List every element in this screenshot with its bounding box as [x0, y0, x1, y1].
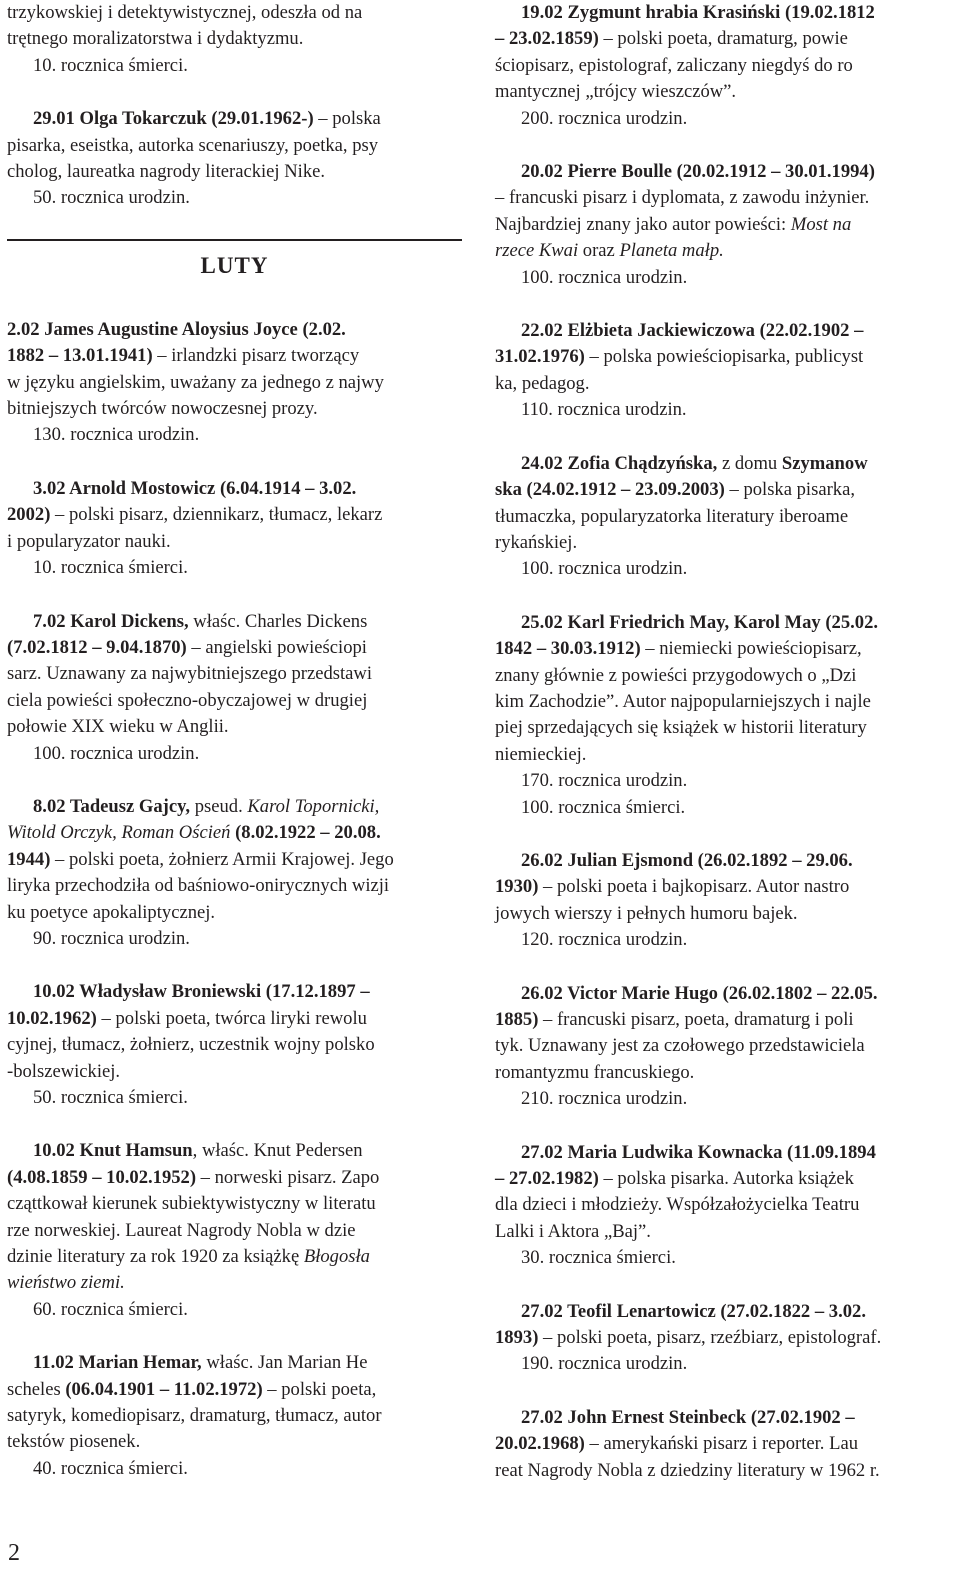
- entry-line: [495, 901, 950, 927]
- entry-line: [7, 873, 462, 899]
- entry-text: – irlandzki pisarz tworzący: [152, 345, 360, 367]
- entry-line: [7, 53, 462, 79]
- entry-line: [495, 742, 950, 768]
- entry-line: [7, 979, 462, 1005]
- entry-text: 60. rocznica śmierci.: [33, 1298, 188, 1320]
- entry-bold-text: 10.02 Knut Hamsun: [33, 1140, 193, 1162]
- anniversary-entry: [7, 979, 462, 1111]
- entry-line: [7, 661, 462, 687]
- entry-bold-text: 29.01 Olga Tokarczuk (29.01.1962-): [33, 108, 314, 130]
- entry-bold-text: 11.02 Marian Hemar,: [33, 1352, 202, 1374]
- entry-bold-text: 20.02 Pierre Boulle (20.02.1912 – 30.01.1994): [521, 161, 875, 183]
- entry-text: 170. rocznica urodzin.: [521, 770, 688, 792]
- entry-bold-text: 27.02 John Ernest Steinbeck (27.02.1902 –: [521, 1406, 855, 1428]
- entry-text: scheles: [7, 1378, 66, 1400]
- entry-line: [7, 1429, 462, 1455]
- entry-line: [495, 530, 950, 556]
- entry-line: [7, 1085, 462, 1111]
- entry-text: niemieckiej.: [495, 743, 587, 765]
- entry-text: cząttkował kierunek subiektywistyczny w literatu: [7, 1193, 376, 1215]
- entry-bold-text: 8.02 Tadeusz Gajcy,: [33, 795, 191, 817]
- entry-line: [7, 26, 462, 52]
- entry-text: – polski poeta, dramaturg, powie: [598, 28, 848, 50]
- entry-text: – amerykański pisarz i reporter. Lau: [584, 1433, 858, 1455]
- entry-bold-text: 22.02 Elżbieta Jackiewiczowa (22.02.1902 –: [521, 320, 864, 342]
- entry-text: sarz. Uznawany za najwybitniejszego przedstawi: [7, 663, 373, 685]
- entry-text: – polski poeta, pisarz, rzeźbiarz, epistolograf.: [538, 1327, 882, 1349]
- entry-line: [7, 1006, 462, 1032]
- entry-text: 90. rocznica urodzin.: [33, 927, 190, 949]
- entry-bold-text: 10.02 Władysław Broniewski (17.12.1897 –: [33, 981, 370, 1003]
- anniversary-entry: [495, 0, 950, 132]
- entry-line: [495, 795, 950, 821]
- entry-text: – francuski pisarz i dyplomata, z zawodu inżynier.: [495, 187, 870, 209]
- entry-text: 40. rocznica śmierci.: [33, 1457, 188, 1479]
- entry-line: [495, 477, 950, 503]
- entry-line: [7, 1032, 462, 1058]
- entry-line: [495, 1192, 950, 1218]
- entry-text: 10. rocznica śmierci.: [33, 557, 188, 579]
- entry-line: [7, 476, 462, 502]
- entry-text: oraz: [578, 240, 620, 262]
- entry-bold-text: 7.02 Karol Dickens,: [33, 610, 189, 632]
- section-title: LUTY: [200, 252, 269, 278]
- entry-text: 210. rocznica urodzin.: [521, 1088, 688, 1110]
- entry-text: reat Nagrody Nobla z dziedziny literatury w 1962 r.: [495, 1459, 880, 1481]
- entry-line: [7, 688, 462, 714]
- anniversary-entry: [495, 1299, 950, 1378]
- entry-line: [7, 741, 462, 767]
- entry-bold-text: 24.02 Zofia Chądzyńska,: [521, 452, 718, 474]
- entry-bold-text: (7.02.1812 – 9.04.1870): [7, 636, 187, 658]
- entry-bold-text: 1882 – 13.01.1941): [7, 345, 153, 367]
- entry-line: [7, 396, 462, 422]
- entry-line: [495, 874, 950, 900]
- entry-line: [495, 1007, 950, 1033]
- entry-line: [495, 768, 950, 794]
- entry-line: [495, 185, 950, 211]
- entry-line: [495, 981, 950, 1007]
- section-divider: [7, 239, 462, 241]
- entry-italic-text: Karol Topornicki,: [247, 795, 380, 817]
- entry-line: [7, 1244, 462, 1270]
- entry-line: [7, 635, 462, 661]
- entry-line: [495, 371, 950, 397]
- anniversary-entry: [495, 981, 950, 1113]
- entry-line: [495, 715, 950, 741]
- entry-bold-text: 3.02 Arnold Mostowicz (6.04.1914 – 3.02.: [33, 477, 357, 499]
- entry-line: [495, 556, 950, 582]
- entry-italic-text: Planeta małp.: [619, 240, 724, 262]
- anniversary-entry: [7, 609, 462, 767]
- entry-text: trzykowskiej i detektywistycznej, odeszła od na: [7, 2, 363, 23]
- entry-line: [7, 185, 462, 211]
- entry-bold-text: 20.02.1968): [495, 1433, 585, 1455]
- entry-bold-text: 31.02.1976): [495, 346, 585, 368]
- entry-text: 50. rocznica urodzin.: [33, 187, 190, 209]
- entry-text: 110. rocznica urodzin.: [521, 399, 687, 421]
- entry-text: – niemiecki powieściopisarz,: [640, 638, 862, 660]
- entry-line: [495, 1299, 950, 1325]
- entry-line: [7, 1165, 462, 1191]
- entry-text: i popularyzator nauki.: [7, 530, 171, 552]
- entry-text: – polski poeta, twórca liryki rewolu: [96, 1007, 367, 1029]
- entry-text: kim Zachodzie”. Autor najpopularniejszych i najle: [495, 690, 871, 712]
- entry-text: właśc. Jan Marian He: [201, 1352, 368, 1374]
- entry-bold-text: (4.08.1859 – 10.02.1952): [7, 1166, 197, 1188]
- entry-text: pseud.: [190, 795, 248, 817]
- anniversary-entry: [7, 794, 462, 952]
- entry-line: [495, 1431, 950, 1457]
- entry-bold-text: 1842 – 30.03.1912): [495, 638, 641, 660]
- entry-bold-text: 1885): [495, 1009, 539, 1030]
- entry-text: 120. rocznica urodzin.: [521, 929, 688, 951]
- right-column: [495, 0, 950, 1511]
- anniversary-entry: [495, 451, 950, 583]
- entry-text: cholog, laureatka nagrody literackiej Nike.: [7, 161, 326, 183]
- entry-line: [495, 79, 950, 105]
- anniversary-entry: [7, 317, 462, 449]
- entry-line: [7, 926, 462, 952]
- entry-text: 200. rocznica urodzin.: [521, 107, 688, 129]
- entry-line: [495, 1219, 950, 1245]
- entry-line: [7, 1377, 462, 1403]
- entry-line: [495, 344, 950, 370]
- left-entries: [7, 317, 462, 1482]
- anniversary-entry: [7, 476, 462, 582]
- entry-line: [495, 451, 950, 477]
- entry-line: [495, 106, 950, 132]
- anniversary-entry: [495, 848, 950, 954]
- entry-line: [7, 370, 462, 396]
- entry-text: mantycznej „trójcy wieszczów”.: [495, 81, 737, 103]
- entry-line: [495, 265, 950, 291]
- anniversary-entry: [7, 106, 462, 212]
- entry-text: ściopisarz, epistolograf, zaliczany niegdyś do ro: [495, 54, 853, 76]
- anniversary-entry: [7, 1138, 462, 1323]
- entry-bold-text: 19.02 Zygmunt hrabia Krasiński (19.02.1812: [521, 2, 875, 23]
- entry-text: z domu: [717, 452, 782, 474]
- entry-line: [495, 504, 950, 530]
- entry-text: – angielski powieściopi: [186, 636, 367, 658]
- entry-line: [7, 343, 462, 369]
- entry-italic-text: Most na: [790, 213, 852, 235]
- entry-text: ka, pedagog.: [495, 372, 590, 394]
- entry-text: tekstów piosenek.: [7, 1431, 141, 1453]
- entry-line: [495, 663, 950, 689]
- entry-line: [495, 1458, 950, 1484]
- entry-bold-text: 1944): [7, 848, 51, 870]
- entry-text: – polska pisarka. Autorka książek: [598, 1168, 854, 1190]
- entry-line: [7, 900, 462, 926]
- entry-line: [7, 106, 462, 132]
- entry-text: piej sprzedających się książek w historii literatury: [495, 717, 867, 739]
- entry-line: [495, 159, 950, 185]
- entry-line: [495, 689, 950, 715]
- entry-italic-text: rzece Kwai: [495, 240, 579, 262]
- entry-text: liryka przechodziła od baśniowo-onirycznych wizji: [7, 875, 390, 897]
- entry-line: [7, 1138, 462, 1164]
- entry-text: połowie XIX wieku w Anglii.: [7, 716, 229, 738]
- entry-line: [495, 1245, 950, 1271]
- entry-text: – polski poeta i bajkopisarz. Autor nastro: [538, 876, 850, 898]
- entry-line: [495, 397, 950, 423]
- entry-line: [495, 238, 950, 264]
- entry-line: [7, 159, 462, 185]
- entry-line: [495, 53, 950, 79]
- entry-bold-text: – 23.02.1859): [495, 28, 599, 50]
- entry-line: [7, 1270, 462, 1296]
- anniversary-entry: [495, 1405, 950, 1484]
- entry-text: jowych wierszy i pełnych humoru bajek.: [495, 902, 798, 924]
- entry-bold-text: 1930): [495, 876, 539, 898]
- entry-text: ku poetyce apokaliptycznej.: [7, 901, 216, 923]
- entry-line: [495, 1166, 950, 1192]
- entry-text: – polski poeta, żołnierz Armii Krajowej. Jego: [50, 848, 394, 870]
- entry-text: cyjnej, tłumacz, żołnierz, uczestnik wojny polsko: [7, 1034, 375, 1056]
- entry-line: [7, 847, 462, 873]
- entry-line: [7, 820, 462, 846]
- entry-text: w języku angielskim, uważany za jednego z najwy: [7, 371, 384, 393]
- entry-line: [7, 1456, 462, 1482]
- entry-line: [495, 1086, 950, 1112]
- entry-text: rze norweskiej. Laureat Nagrody Nobla w dzie: [7, 1219, 356, 1241]
- left-top-entries: [7, 0, 462, 212]
- entry-line: [7, 422, 462, 448]
- entry-text: romantyzmu francuskiego.: [495, 1061, 695, 1083]
- entry-line: [495, 927, 950, 953]
- entry-line: [495, 848, 950, 874]
- entry-text: dla dzieci i młodzieży. Współzałożycielka Teatru: [495, 1194, 860, 1216]
- page-number: 2: [8, 1540, 20, 1566]
- entry-line: [495, 1325, 950, 1351]
- entry-line: [7, 555, 462, 581]
- entry-line: [495, 0, 950, 26]
- entry-text: -bolszewickiej.: [7, 1060, 121, 1082]
- entry-text: – polski pisarz, dziennikarz, tłumacz, lekarz: [50, 504, 383, 526]
- entry-text: bitniejszych twórców nowoczesnej prozy.: [7, 398, 318, 420]
- entry-line: [495, 1405, 950, 1431]
- entry-text: tłumaczka, popularyzatorka literatury iberoame: [495, 505, 849, 527]
- entry-line: [7, 502, 462, 528]
- entry-italic-text: Witold Orczyk, Roman Oścień: [7, 822, 231, 844]
- entry-text: – polski poeta,: [262, 1378, 377, 1400]
- anniversary-entry: [495, 159, 950, 291]
- entry-bold-text: 10.02.1962): [7, 1007, 97, 1029]
- entry-line: [495, 212, 950, 238]
- entry-bold-text: 2.02 James Augustine Aloysius Joyce (2.02.: [7, 318, 346, 340]
- entry-text: – polska: [313, 108, 381, 130]
- entry-line: [7, 133, 462, 159]
- entry-line: [7, 1403, 462, 1429]
- entry-line: [7, 1059, 462, 1085]
- entry-text: pisarka, eseistka, autorka scenariuszy, poetka, psy: [7, 134, 379, 156]
- entry-bold-text: (06.04.1901 – 11.02.1972): [65, 1378, 263, 1400]
- entry-bold-text: Szymanow: [781, 452, 868, 474]
- entry-text: 50. rocznica śmierci.: [33, 1087, 188, 1108]
- entry-text: 130. rocznica urodzin.: [33, 424, 200, 446]
- right-entries: [495, 0, 950, 1484]
- anniversary-entry: [495, 318, 950, 424]
- entry-bold-text: 26.02 Victor Marie Hugo (26.02.1802 – 22.05.: [521, 982, 878, 1004]
- entry-line: [495, 610, 950, 636]
- entry-line: [495, 1060, 950, 1086]
- entry-bold-text: – 27.02.1982): [495, 1168, 599, 1190]
- entry-text: 30. rocznica śmierci.: [521, 1247, 676, 1269]
- entry-italic-text: Błogosła: [303, 1246, 370, 1268]
- entry-bold-text: 25.02 Karl Friedrich May, Karol May (25.02.: [521, 611, 879, 633]
- entry-line: [7, 1218, 462, 1244]
- entry-line: [7, 714, 462, 740]
- entry-line: [495, 636, 950, 662]
- entry-text: ciela powieści społeczno-obyczajowej w drugiej: [7, 689, 368, 711]
- entry-bold-text: 26.02 Julian Ejsmond (26.02.1892 – 29.06.: [521, 849, 853, 871]
- entry-bold-text: 27.02 Maria Ludwika Kownacka (11.09.1894: [521, 1141, 876, 1163]
- entry-text: – norweski pisarz. Zapo: [196, 1166, 380, 1188]
- entry-text: – francuski pisarz, poeta, dramaturg i poli: [538, 1009, 854, 1030]
- anniversary-entry: [495, 610, 950, 821]
- anniversary-entry: [495, 1140, 950, 1272]
- entry-text: – polska pisarka,: [724, 479, 855, 501]
- entry-text: satyryk, komediopisarz, dramaturg, tłumacz, autor: [7, 1405, 382, 1427]
- entry-line: [495, 26, 950, 52]
- entry-line: [495, 1033, 950, 1059]
- entry-line: [7, 529, 462, 555]
- entry-bold-text: 2002): [7, 504, 51, 526]
- entry-bold-text: (8.02.1922 – 20.08.: [230, 822, 381, 844]
- entry-line: [7, 317, 462, 343]
- entry-text: znany głównie z powieści przygodowych o „Dzi: [495, 664, 857, 686]
- entry-line: [7, 0, 462, 26]
- entry-text: 100. rocznica urodzin.: [521, 266, 688, 288]
- entry-text: tyk. Uznawany jest za czołowego przedstawiciela: [495, 1035, 865, 1057]
- anniversary-entry: [7, 0, 462, 79]
- entry-text: 190. rocznica urodzin.: [521, 1353, 688, 1375]
- entry-line: [495, 1140, 950, 1166]
- entry-italic-text: wieństwo ziemi.: [7, 1272, 125, 1294]
- entry-text: trętnego moralizatorstwa i dydaktyzmu.: [7, 28, 304, 50]
- entry-text: 100. rocznica urodzin.: [33, 742, 200, 764]
- entry-bold-text: 1893): [495, 1327, 539, 1349]
- entry-text: 10. rocznica śmierci.: [33, 54, 188, 76]
- entry-text: rykańskiej.: [495, 531, 578, 553]
- entry-text: Najbardziej znany jako autor powieści:: [495, 213, 791, 235]
- entry-line: [495, 318, 950, 344]
- entry-line: [7, 609, 462, 635]
- entry-text: , właśc. Knut Pedersen: [192, 1140, 363, 1162]
- entry-bold-text: ska (24.02.1912 – 23.09.2003): [495, 479, 725, 501]
- entry-text: 100. rocznica urodzin.: [521, 558, 688, 580]
- entry-line: [7, 1191, 462, 1217]
- entry-text: – polska powieściopisarka, publicyst: [584, 346, 864, 368]
- entry-line: [495, 1351, 950, 1377]
- left-column: [7, 0, 462, 1509]
- entry-text: Lalki i Aktora „Baj”.: [495, 1220, 651, 1242]
- entry-bold-text: 27.02 Teofil Lenartowicz (27.02.1822 – 3.02.: [521, 1300, 866, 1322]
- entry-line: [7, 1350, 462, 1376]
- entry-text: 100. rocznica śmierci.: [521, 796, 686, 818]
- entry-line: [7, 794, 462, 820]
- entry-line: [7, 1297, 462, 1323]
- entry-text: właśc. Charles Dickens: [188, 610, 368, 632]
- anniversary-entry: [7, 1350, 462, 1482]
- entry-text: dzinie literatury za rok 1920 za książkę: [7, 1246, 304, 1268]
